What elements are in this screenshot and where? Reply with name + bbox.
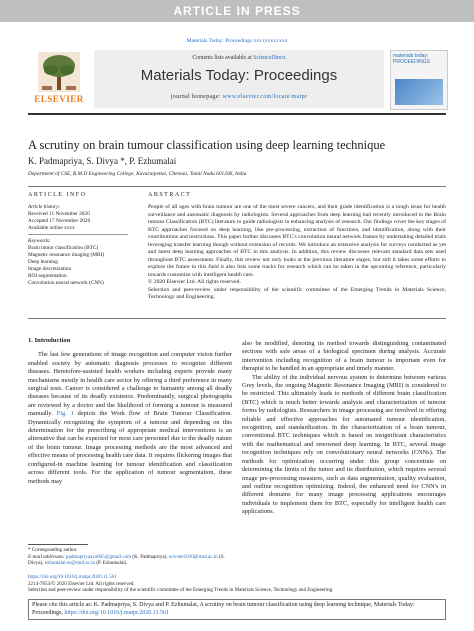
abstract-text: People of all ages with brain tumour are one of the most severe cancers, and their grade identification is a tough issue for health surveillance and automatic diagnosis by radiologists. Several approaches from deep learning had recently introduced in the Brain tumour Classification (BTC) literature to guide radiologists in enhancing analysis of research. Our findings cover the key stages of BTC approaches focused on deep learning, like pre-processing, extraction of functions, and identification, along with their contributions and restrictions. This paper further discusses BTC's convolution neural network frames by undertaking detailed trials leveraging transfer learning though without extension of records. We introduce an extensive analysis for surveys conducted as yet and latest deep learning approaches of BTC in this analysis. In addition, this review discusses relevant standard data sets used throughout BTC assessment. Finally, this review not only looks at the previous literature stages, but still it takes some efforts to explore the future in this field it also lists some tracks for research which can be taken in the upcoming reference, particularly towards customize with intelligent health care.: [148, 204, 446, 278]
contents-line: [94, 55, 384, 61]
elsevier-tree-icon: [38, 52, 80, 92]
intro-text: The last few generations of image recognition and computer vision further enabled society by automatic diagnosis processes to recognize different diseases. Heretofore-assisted health workers including experts provide many mechanisms mostly in health care sector by offering a third preference in many surgical tests. Cancer is considered a challenge to humanity among all deadly diseases because of its deadly existence. Predominantly, surgical photographs are reviewed by a doctor and the likelihood of forming a tumour is measured manually.: [28, 351, 232, 418]
cover-title: materials today: PROCEEDINGS: [393, 53, 430, 65]
history-item: Available online xxxx: [28, 225, 75, 232]
history-item: Accepted 17 November 2020: [28, 218, 91, 225]
article-info-column: [28, 204, 128, 288]
intro-paragraph: also be modified, denoting its method towards distinguishing contaminated sections with safe areas of a biological specimen during analysis. Accurate intervention including recognition of a brain tumour is important even for therapist to be handled in an appropriate and timely manner.: [242, 340, 446, 373]
journal-cover-thumbnail: [390, 50, 448, 110]
keyword-item: Magnetic resonance imaging (MRI): [28, 252, 105, 259]
keyword-item: Deep learning: [28, 259, 58, 266]
homepage-prefix: journal homepage:: [170, 94, 223, 100]
citation-box: [28, 599, 446, 620]
keyword-item: ROI segmentation: [28, 273, 67, 280]
article-in-press-banner: ARTICLE IN PRESS: [0, 0, 474, 22]
footnote: [28, 547, 238, 567]
journal-homepage-link[interactable]: www.elsevier.com/locate/matpr: [222, 94, 308, 100]
corresponding-author-note: * Corresponding author.: [28, 547, 78, 553]
history-label: Article history:: [28, 204, 61, 210]
email-owner: (P. Ezhumalai).: [95, 560, 128, 567]
article-title: A scrutiny on brain tumour classification using deep learning technique: [28, 138, 386, 152]
keyword-item: Brain tumor classification (BTC): [28, 244, 99, 251]
citation-text: Please cite this article as: K. Padmapriya, S. Divya and P. Ezhumalai, A scrutiny on brain tumour classification using deep learning technique, Materials Today: Proceedings,: [32, 602, 415, 616]
abstract-body: [148, 204, 446, 302]
keywords-label: Keywords:: [28, 237, 51, 244]
selection-line: Selection and peer-review under responsibility of the scientific committee of the Emerging Trends in Materials Science, Technology and Engineering.: [28, 587, 334, 594]
journal-header: [28, 50, 446, 110]
elsevier-logo: [28, 50, 90, 108]
doi-link[interactable]: https://doi.org/10.1016/j.matpr.2020.11.561: [28, 574, 117, 580]
body-column-right: [242, 340, 446, 517]
header-divider: [28, 113, 446, 115]
intro-paragraph: [28, 351, 232, 486]
contents-prefix: Contents lists available at: [192, 55, 254, 61]
email-label: E-mail addresses:: [28, 553, 67, 560]
cover-image: [395, 79, 443, 105]
article-authors: K. Padmapriya, S. Divya *, P. Ezhumalai: [28, 156, 177, 166]
journal-title: Materials Today: Proceedings: [140, 67, 338, 84]
body-column-left: [28, 337, 232, 486]
email-owner: (K. Padmapriya),: [131, 553, 169, 560]
citation-doi-link[interactable]: https://doi.org/10.1016/j.matpr.2020.11.561: [64, 610, 169, 616]
issn-line: 2214-7853/© 2020 Elsevier Ltd. All rights reserved.: [28, 580, 135, 587]
abstract-heading: ABSTRACT: [148, 192, 192, 198]
email-owner: (S. Divya),: [28, 553, 225, 567]
email-link[interactable]: ezhumalai.es@rmd.ac.in: [44, 560, 96, 567]
journal-reference-link[interactable]: Materials Today: Proceedings xxx (xxxx) xxx: [186, 38, 288, 44]
email-addresses: [28, 554, 238, 567]
email-link[interactable]: ucs-me1010@rmd.ac.in: [168, 553, 218, 560]
publication-info: [28, 574, 446, 594]
abstract-divider: [28, 318, 446, 319]
abstract-copyright: © 2020 Elsevier Ltd. All rights reserved.: [148, 279, 241, 285]
keyword-item: Image discretization: [28, 266, 72, 273]
info-separator: [28, 234, 128, 235]
email-link[interactable]: padmapriyaaya005@gmail.com: [66, 553, 132, 560]
elsevier-wordmark: ELSEVIER: [34, 94, 84, 104]
homepage-line: [94, 94, 384, 100]
keyword-item: Convolution neural network (CNN): [28, 280, 104, 287]
sciencedirect-link[interactable]: ScienceDirect: [253, 55, 286, 61]
article-affiliation: Department of CSE, R.M.D Engineering College, Kavaraipettai, Chennai, Tamil Nadu 601206, India: [28, 171, 247, 177]
abstract-selection: Selection and peer-review under responsibility of the scientific committee of the Emerging Trends in Materials Science, Technology and Engineering.: [148, 286, 446, 300]
intro-text: depicts the Work flow of Brain Tumour Classification. Dynamically recognizing the symptom of a tumour and depending on this determination for the prescribing of appropriate medical interventions is an alternative that can be expected for most care personnel due to the deadly nature of the brain tumour. Image processing methods are the most advanced and effective means of processing health care data. It requires flickering images that configured-in machine learning for tumour identification and classification across different tools. For the application of tumour segmentation, these methods may: [28, 410, 232, 485]
figure-1-link[interactable]: Fig. 1: [56, 410, 74, 418]
introduction-heading: 1. Introduction: [28, 337, 71, 344]
info-divider: [28, 186, 446, 187]
intro-paragraph: The ability of the individual nervous system to determine between various Grey levels, the ongoing Magnetic Resonance Imaging (MRI) is considered to be restricted. This ultimately leads to methods of different brain classification (BTC) which is much better towards analysis and characterization of tumour forms by radiologists. Researchers in image processing are involved in offering reliable and effective approaches for automated tumour identification, recognition, and standardization. In the characterization of a brain tumour, conventional BTC techniques which is based on insignificant characteristics with the mathematical and renowned deep learning. In BTC, several image recognition techniques rely on convolutionary neural networks (CNNs). The methods for optimization occurring under this group concentrate on determining the limits of the tumor and its distribution, which requires several image pre-processing measures, such as data augmentation, quality evaluation, and outline recognition optimizing. Indeed, the enhanced need for CNN's in different domains for many image processing applications encourages individuals to implement them for BTC, especially for intelligent health care applications.: [242, 373, 446, 516]
footnote-divider: [28, 544, 88, 545]
article-info-heading: ARTICLE INFO: [28, 192, 87, 198]
history-item: Received 11 November 2020: [28, 211, 90, 218]
journal-header-center: [94, 50, 384, 108]
